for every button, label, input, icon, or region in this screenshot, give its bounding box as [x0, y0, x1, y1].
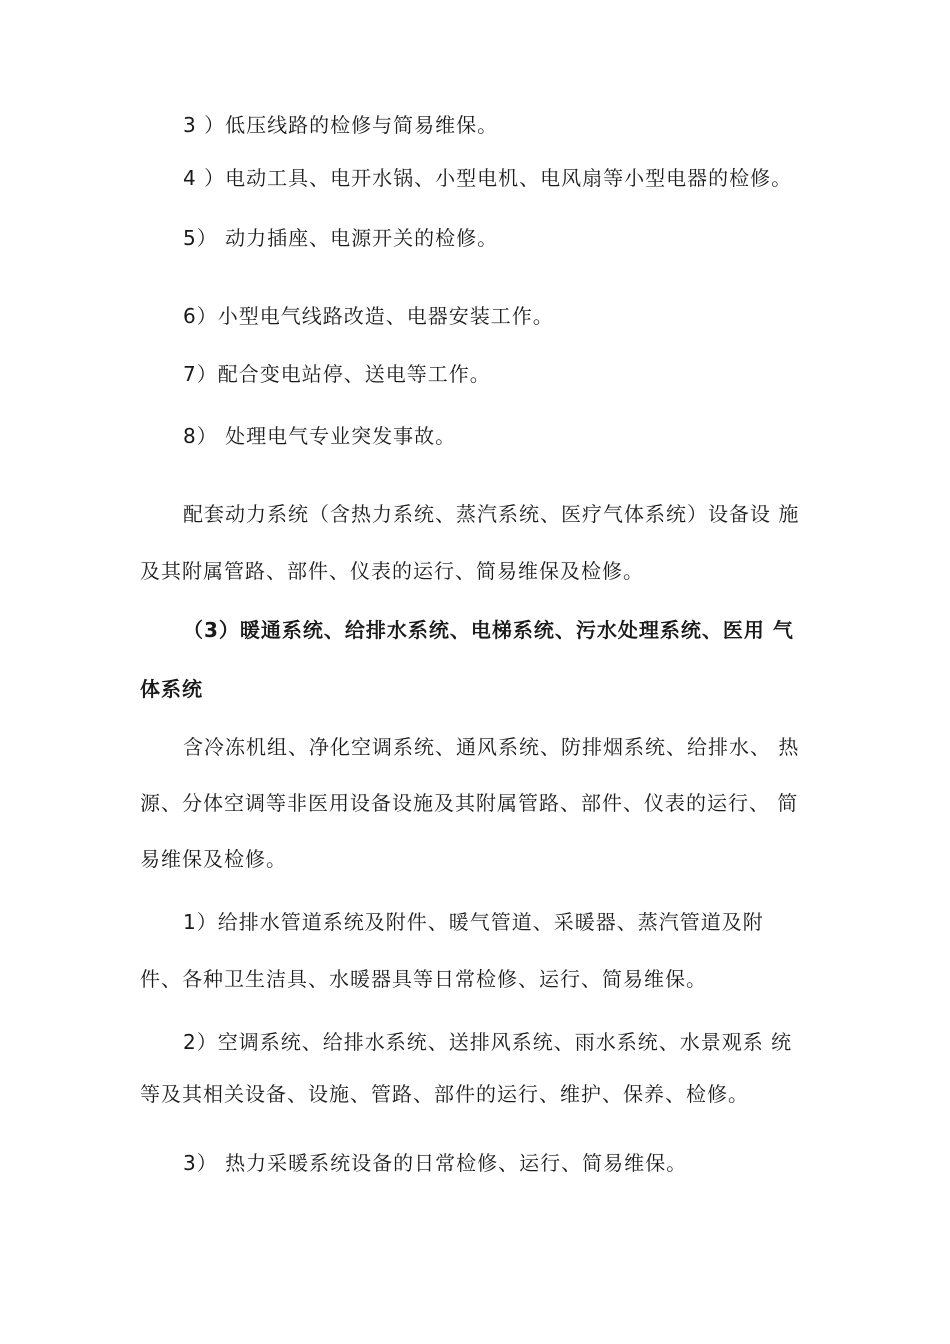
- section-3-heading-line-2: 体系统: [140, 677, 203, 701]
- hvac-item-2-line-2: 等及其相关设备、设施、管路、部件的运行、维护、保养、检修。: [140, 1082, 749, 1106]
- item-8-emergency: 8） 处理电气专业突发事故。: [183, 424, 457, 448]
- item-6-wiring: 6）小型电气线路改造、电器安装工作。: [183, 304, 554, 328]
- hvac-paragraph-line-3: 易维保及检修。: [140, 847, 287, 871]
- section-3-heading-line-1: （3）暖通系统、给排水系统、电梯系统、污水处理系统、医用 气: [183, 618, 794, 642]
- item-7-substation: 7）配合变电站停、送电等工作。: [183, 362, 491, 386]
- hvac-item-2-line-1: 2）空调系统、给排水系统、送排风系统、雨水系统、水景观系 统: [183, 1030, 793, 1054]
- hvac-paragraph-line-1: 含冷冻机组、净化空调系统、通风系统、防排烟系统、给排水、 热: [183, 735, 800, 759]
- item-3-low-voltage: 3 ）低压线路的检修与简易维保。: [183, 113, 499, 137]
- hvac-item-3: 3） 热力采暖系统设备的日常检修、运行、简易维保。: [183, 1151, 688, 1175]
- hvac-paragraph-line-2: 源、分体空调等非医用设备设施及其附属管路、部件、仪表的运行、 简: [140, 791, 799, 815]
- hvac-item-1-line-2: 件、各种卫生洁具、水暖器具等日常检修、运行、简易维保。: [140, 967, 707, 991]
- power-system-paragraph-line-1: 配套动力系统（含热力系统、蒸汽系统、医疗气体系统）设备设 施: [183, 502, 800, 526]
- item-5-sockets: 5） 动力插座、电源开关的检修。: [183, 226, 499, 250]
- power-system-paragraph-line-2: 及其附属管路、部件、仪表的运行、简易维保及检修。: [140, 559, 644, 583]
- item-4-small-appliances: 4 ）电动工具、电开水锅、小型电机、电风扇等小型电器的检修。: [183, 166, 793, 190]
- hvac-item-1-line-1: 1）给排水管道系统及附件、暖气管道、采暖器、蒸汽管道及附: [183, 910, 764, 934]
